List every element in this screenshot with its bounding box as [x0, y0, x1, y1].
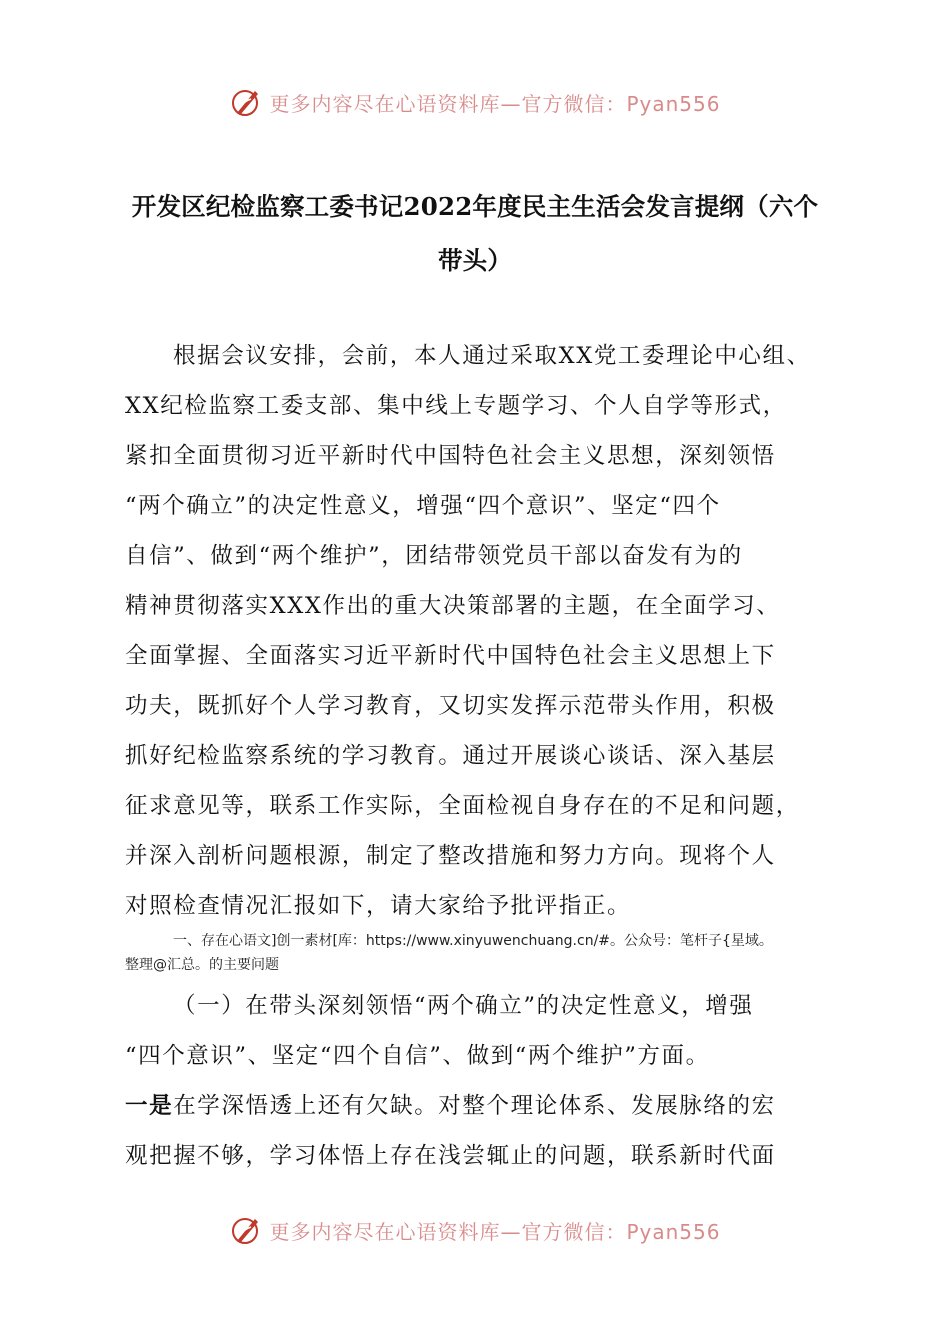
paragraph-line: 抓好纪检监察系统的学习教育。通过开展谈心谈话、深入基层	[125, 743, 776, 769]
point-line-1	[125, 1088, 825, 1120]
title-line-2: 带头）	[437, 246, 513, 275]
paragraph-line: 精神贯彻落实XXX作出的重大决策部署的主题，在全面学习、	[125, 593, 781, 619]
paragraph-line: XX纪检监察工委支部、集中线上专题学习、个人自学等形式，	[125, 393, 787, 419]
source-note-line-2: 整理@汇总。的主要问题	[125, 957, 279, 973]
title-line-1: 开发区纪检监察工委书记2022年度民主生活会发言提纲（六个	[131, 192, 819, 221]
section-heading-line-2: “四个意识”、坚定“四个自信”、做到“两个维护”方面。	[125, 1043, 710, 1069]
source-note-line-1: 一、存在心语文]创一素材[库：https://www.xinyuwenchuang.cn/#。公众号：笔杆子{星域。	[173, 933, 773, 949]
paragraph-line: 全面掌握、全面落实习近平新时代中国特色社会主义思想上下	[125, 643, 776, 669]
document-title	[100, 180, 850, 288]
paragraph-line: 自信”、做到“两个维护”，团结带领党员干部以奋发有为的	[125, 543, 743, 569]
quill-logo-icon	[229, 85, 263, 119]
point-line-2: 观把握不够，学习体悟上存在浅尝辄止的问题，联系新时代面	[125, 1143, 776, 1169]
quill-logo-icon	[229, 1213, 263, 1247]
watermark-text: 更多内容尽在心语资料库—官方微信：Pyan556	[269, 91, 721, 116]
watermark-text: 更多内容尽在心语资料库—官方微信：Pyan556	[269, 1219, 721, 1244]
header-watermark	[0, 80, 950, 124]
paragraph-line: 功夫，既抓好个人学习教育，又切实发挥示范带头作用，积极	[125, 693, 776, 719]
paragraph-line: 对照检查情况汇报如下，请大家给予批评指正。	[125, 893, 632, 919]
paragraph-line: “两个确立”的决定性意义，增强“四个意识”、坚定“四个	[125, 493, 721, 519]
paragraph-line: 根据会议安排，会前，本人通过采取XX党工委理论中心组、	[173, 343, 811, 369]
paragraph-line: 征求意见等，联系工作实际，全面检视自身存在的不足和问题，	[125, 793, 800, 819]
paragraph-line: 紧扣全面贯彻习近平新时代中国特色社会主义思想，深刻领悟	[125, 443, 776, 469]
paragraph-line: 并深入剖析问题根源，制定了整改措施和努力方向。现将个人	[125, 843, 776, 869]
point-lead: 一是	[125, 1093, 174, 1119]
section-heading-line-1: （一）在带头深刻领悟“两个确立”的决定性意义，增强	[173, 993, 754, 1019]
footer-watermark	[0, 1208, 950, 1252]
point-line-1-text: 在学深悟透上还有欠缺。对整个理论体系、发展脉络的宏	[173, 1093, 776, 1119]
